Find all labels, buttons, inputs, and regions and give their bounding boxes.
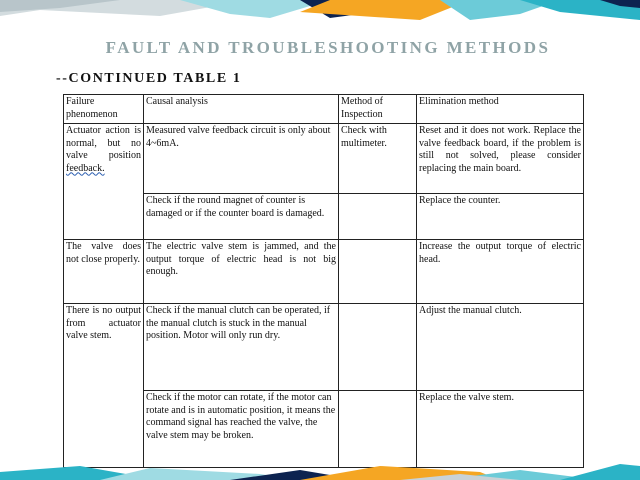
failure-cell bbox=[64, 124, 144, 240]
top-decorative-banner bbox=[0, 0, 640, 28]
failure-text: Actuator action is normal, but no valve position bbox=[66, 125, 141, 161]
elimination-cell: Reset and it does not work. Replace the valve feedback board, if the problem is still not solved, please consider replacing the main board. bbox=[417, 124, 584, 194]
elimination-cell: Replace the valve stem. bbox=[417, 391, 584, 468]
table-subtitle: --CONTINUED TABLE 1 bbox=[56, 71, 242, 86]
table-row bbox=[64, 304, 584, 391]
table-row bbox=[64, 124, 584, 194]
header-elimination-method: Elimination method bbox=[417, 95, 584, 124]
cause-cell: Check if the round magnet of counter is damaged or if the counter board is damaged. bbox=[144, 194, 339, 240]
cause-cell: Check if the manual clutch can be operated, if the manual clutch is stuck in the manual position. Motor will only run dry. bbox=[144, 304, 339, 391]
failure-cell: The valve does not close properly. bbox=[64, 240, 144, 304]
cause-cell: Measured valve feedback circuit is only about 4~6mA. bbox=[144, 124, 339, 194]
header-causal-analysis: Causal analysis bbox=[144, 95, 339, 124]
bottom-decorative-banner bbox=[0, 452, 640, 480]
cause-cell: The electric valve stem is jammed, and the output torque of electric head is not big enough. bbox=[144, 240, 339, 304]
slide-title: FAULT AND TROUBLESHOOTING METHODS bbox=[105, 38, 551, 57]
header-inspection-method: Method of Inspection bbox=[339, 95, 417, 124]
table-row bbox=[64, 240, 584, 304]
cause-cell: Check if the motor can rotate, if the motor can rotate and is in automatic position, it means the command signal has reached the valve, the valve stem may be broken. bbox=[144, 391, 339, 468]
failure-text-underlined: feedback. bbox=[66, 162, 105, 174]
header-failure-phenomenon: Failure phenomenon bbox=[64, 95, 144, 124]
table-header-row bbox=[64, 95, 584, 124]
elimination-cell: Replace the counter. bbox=[417, 194, 584, 240]
elimination-cell: Adjust the manual clutch. bbox=[417, 304, 584, 391]
troubleshooting-table bbox=[63, 94, 584, 468]
inspection-cell: Check with multimeter. bbox=[339, 124, 417, 194]
elimination-cell: Increase the output torque of electric head. bbox=[417, 240, 584, 304]
inspection-cell bbox=[339, 304, 417, 391]
inspection-cell bbox=[339, 194, 417, 240]
failure-cell: There is no output from actuator valve stem. bbox=[64, 304, 144, 468]
inspection-cell bbox=[339, 240, 417, 304]
